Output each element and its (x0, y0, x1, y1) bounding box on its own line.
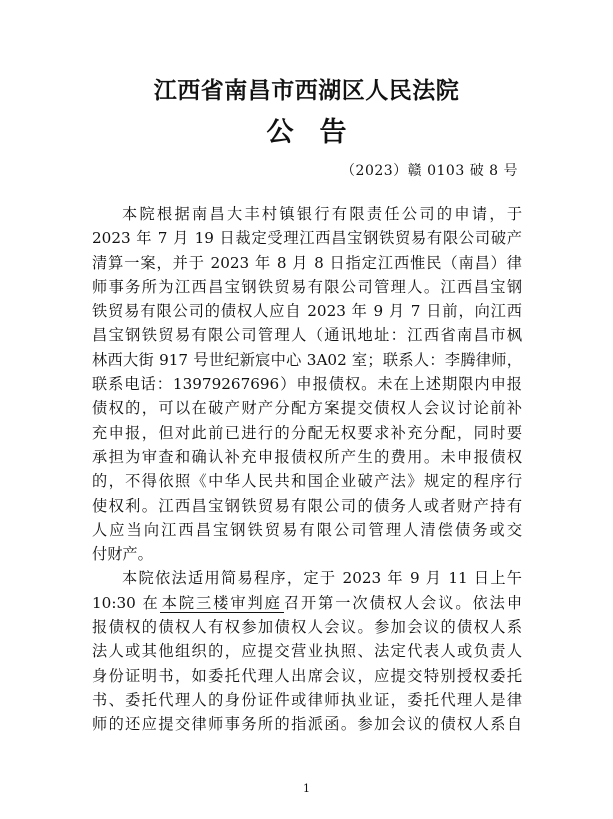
text-line: 人应当向江西昌宝钢铁贸易有限公司管理人清偿债务或交 (92, 520, 522, 539)
text-line: 法人或其他组织的，应提交营业执照、法定代表人或负责人 (92, 642, 522, 661)
text-line: 师的还应提交律师事务所的指派函。参加会议的债权人系自 (92, 715, 522, 734)
text-line: 本院依法适用简易程序，定于 2023 年 9 月 11 日上午 (122, 569, 522, 588)
text-line-with-venue (92, 591, 522, 615)
meeting-venue: 本院三楼审判庭 (161, 593, 282, 612)
text-line: 的，不得依照《中华人民共和国企业破产法》规定的程序行 (92, 472, 522, 491)
text-line: 师事务所为江西昌宝钢铁贸易有限公司管理人。江西昌宝钢 (92, 277, 522, 296)
text-line: 联系电话：13979267696）申报债权。未在上述期限内申报 (92, 375, 522, 394)
text-line: 清算一案，并于 2023 年 8 月 8 日指定江西惟民（南昌）律 (92, 253, 522, 272)
paragraph-1 (92, 202, 522, 566)
case-number: （2023）赣 0103 破 8 号 (341, 163, 518, 179)
paragraph-2 (92, 566, 522, 736)
text-line: 充申报，但对此前已进行的分配无权要求补充分配，同时要 (92, 423, 522, 442)
text-line: 付财产。 (92, 545, 153, 564)
text-line: 铁贸易有限公司的债权人应自 2023 年 9 月 7 日前，向江西 (92, 302, 522, 321)
text-line: 书、委托代理人的身份证件或律师执业证，委托代理人是律 (92, 690, 522, 709)
page-number: 1 (303, 782, 310, 795)
text-line: 债权的，可以在破产财产分配方案提交债权人会议讨论前补 (92, 399, 522, 418)
meeting-time: 10:30 在 (92, 593, 160, 612)
text-fragment: 召开第一次债权人会议。依法申 (283, 593, 522, 612)
text-line: 承担为审查和确认补充申报债权所产生的费用。未申报债权 (92, 447, 522, 466)
text-line: 2023 年 7 月 19 日裁定受理江西昌宝钢铁贸易有限公司破产 (92, 229, 522, 248)
text-line: 报债权的债权人有权参加债权人会议。参加会议的债权人系 (92, 618, 522, 637)
text-line: 本院根据南昌大丰村镇银行有限责任公司的申请，于 (122, 205, 522, 223)
text-line: 使权利。江西昌宝钢铁贸易有限公司的债务人或者财产持有 (92, 496, 522, 515)
text-line: 身份证明书，如委托代理人出席会议，应提交特别授权委托 (92, 666, 522, 685)
text-line: 林西大街 917 号世纪新宸中心 3A02 室；联系人：李腾律师， (92, 350, 522, 369)
court-name: 江西省南昌市西湖区人民法院 (153, 78, 460, 104)
announcement-body (92, 202, 522, 737)
text-line: 昌宝钢铁贸易有限公司管理人（通讯地址：江西省南昌市枫 (92, 326, 522, 345)
document-title: 公告 (266, 117, 373, 148)
